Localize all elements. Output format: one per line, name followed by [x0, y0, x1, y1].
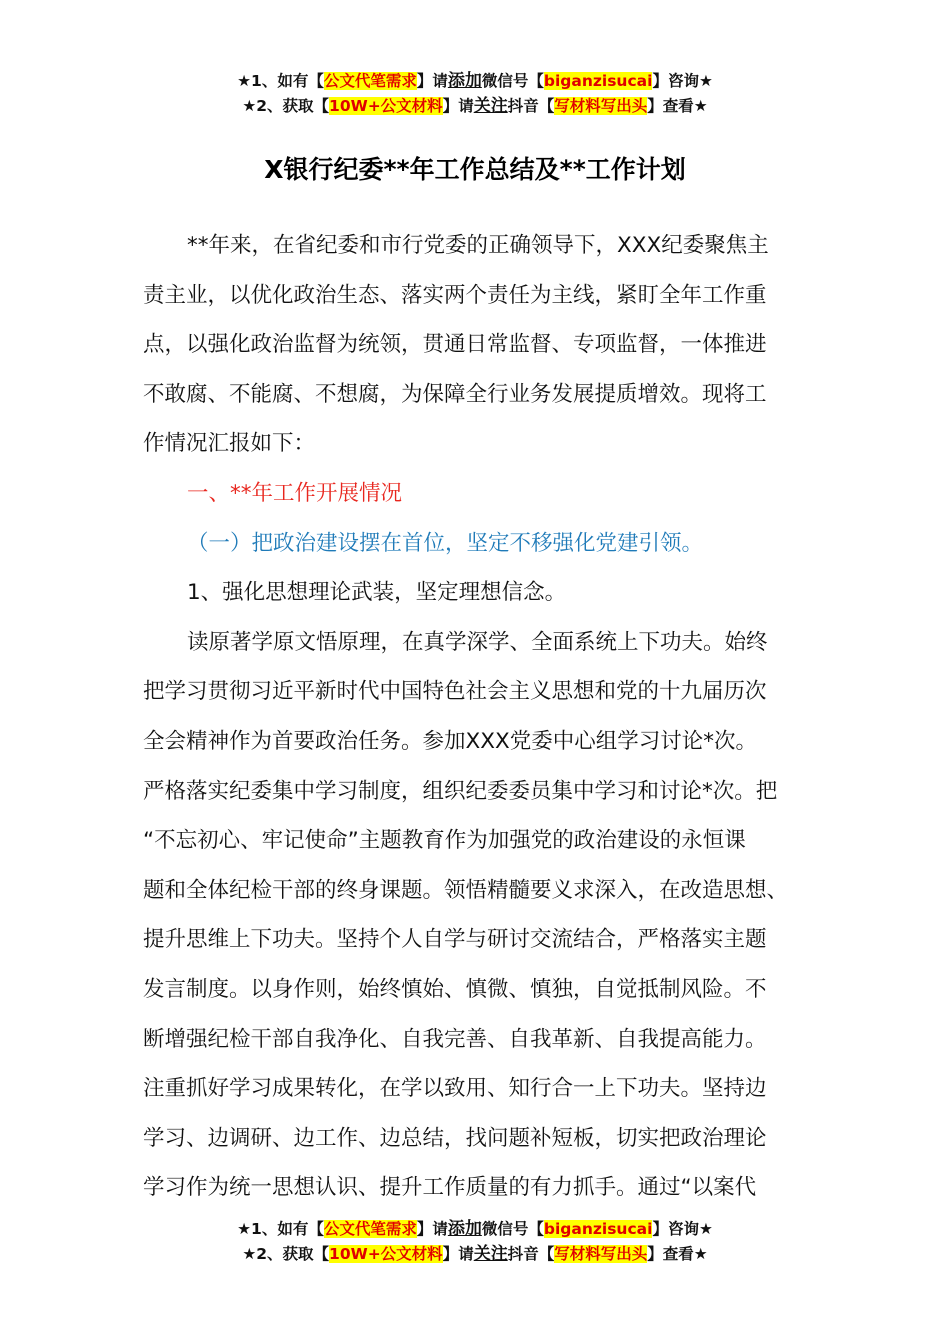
document-title: X银行纪委**年工作总结及**工作计划: [264, 155, 686, 184]
paragraph-line: 作情况汇报如下：: [143, 431, 316, 457]
paragraph-line: “不忘初心、牢记使命”主题教育作为加强党的政治建设的永恒课: [143, 828, 746, 854]
banner-text: 】请: [416, 1220, 448, 1238]
banner-highlight: 公文代笔需求: [323, 72, 417, 90]
banner-text: 】请: [416, 72, 448, 90]
banner-line-1: [0, 1218, 950, 1243]
document-body: [143, 221, 823, 1213]
paragraph-line: 学习作为统一思想认识、提升工作质量的有力抓手。通过“以案代: [143, 1175, 757, 1201]
banner-highlight: 写材料写出头: [554, 97, 648, 115]
banner-emphasis: 关注: [473, 1244, 508, 1264]
banner-text: ★1、如有【: [237, 72, 324, 90]
paragraph-line: 注重抓好学习成果转化，在学以致用、知行合一上下功夫。坚持边: [143, 1076, 767, 1102]
subsection-heading: （一）把政治建设摆在首位，坚定不移强化党建引领。: [187, 530, 704, 556]
paragraph-line: 把学习贯彻习近平新时代中国特色社会主义思想和党的十九届历次: [143, 679, 767, 705]
paragraph-line: 全会精神作为首要政治任务。参加XXX党委中心组学习讨论*次。: [143, 728, 757, 754]
banner-highlight: 公文代笔需求: [323, 1220, 417, 1238]
paragraph-line: 发言制度。以身作则，始终慎始、慎微、慎独，自觉抵制风险。不: [143, 976, 767, 1002]
paragraph-line: 读原著学原文悟原理，在真学深学、全面系统上下功夫。始终: [187, 629, 768, 655]
banner-emphasis: 添加: [447, 71, 482, 91]
banner-highlight: 写材料写出头: [554, 1245, 648, 1263]
banner-highlight: 10W+公文材料: [329, 1245, 443, 1263]
paragraph-line: 责主业，以优化政治生态、落实两个责任为主线，紧盯全年工作重: [143, 282, 767, 308]
banner-text: 】请: [442, 97, 474, 115]
banner-text: 微信号【: [481, 1220, 544, 1238]
banner-text: 】咨询★: [652, 1220, 713, 1238]
header-banner: [0, 70, 950, 120]
banner-text: ★1、如有【: [237, 1220, 324, 1238]
banner-text: 抖音【: [507, 97, 555, 115]
banner-text: 】查看★: [647, 1245, 708, 1263]
banner-line-2: [0, 95, 950, 120]
banner-emphasis: 添加: [447, 1219, 482, 1239]
paragraph-line: 题和全体纪检干部的终身课题。领悟精髓要义求深入，在改造思想、: [143, 877, 789, 903]
paragraph-line: 点，以强化政治监督为统领，贯通日常监督、专项监督，一体推进: [143, 332, 767, 358]
paragraph-line: 严格落实纪委集中学习制度，组织纪委委员集中学习和讨论*次。把: [143, 778, 778, 804]
item-heading: 1、强化思想理论武装，坚定理想信念。: [187, 580, 567, 606]
banner-text: 】查看★: [647, 97, 708, 115]
banner-text: ★2、获取【: [242, 97, 330, 115]
footer-banner: [0, 1218, 950, 1268]
paragraph-line: 学习、边调研、边工作、边总结，找问题补短板，切实把政治理论: [143, 1125, 767, 1151]
paragraph-line: 提升思维上下功夫。坚持个人自学与研讨交流结合，严格落实主题: [143, 927, 767, 953]
paragraph-line: 断增强纪检干部自我净化、自我完善、自我革新、自我提高能力。: [143, 1026, 767, 1052]
section-heading: 一、**年工作开展情况: [187, 480, 403, 506]
banner-highlight: biganzisucai: [543, 1220, 653, 1238]
banner-text: ★2、获取【: [242, 1245, 330, 1263]
banner-line-2: [0, 1243, 950, 1268]
paragraph-line: 不敢腐、不能腐、不想腐，为保障全行业务发展提质增效。现将工: [143, 381, 767, 407]
banner-text: 】请: [442, 1245, 474, 1263]
banner-line-1: [0, 70, 950, 95]
banner-highlight: 10W+公文材料: [329, 97, 443, 115]
banner-highlight: biganzisucai: [543, 72, 653, 90]
paragraph-line: **年来，在省纪委和市行党委的正确领导下，XXX纪委聚焦主: [187, 233, 769, 258]
banner-emphasis: 关注: [473, 96, 508, 116]
banner-text: 微信号【: [481, 72, 544, 90]
banner-text: 】咨询★: [652, 72, 713, 90]
banner-text: 抖音【: [507, 1245, 555, 1263]
